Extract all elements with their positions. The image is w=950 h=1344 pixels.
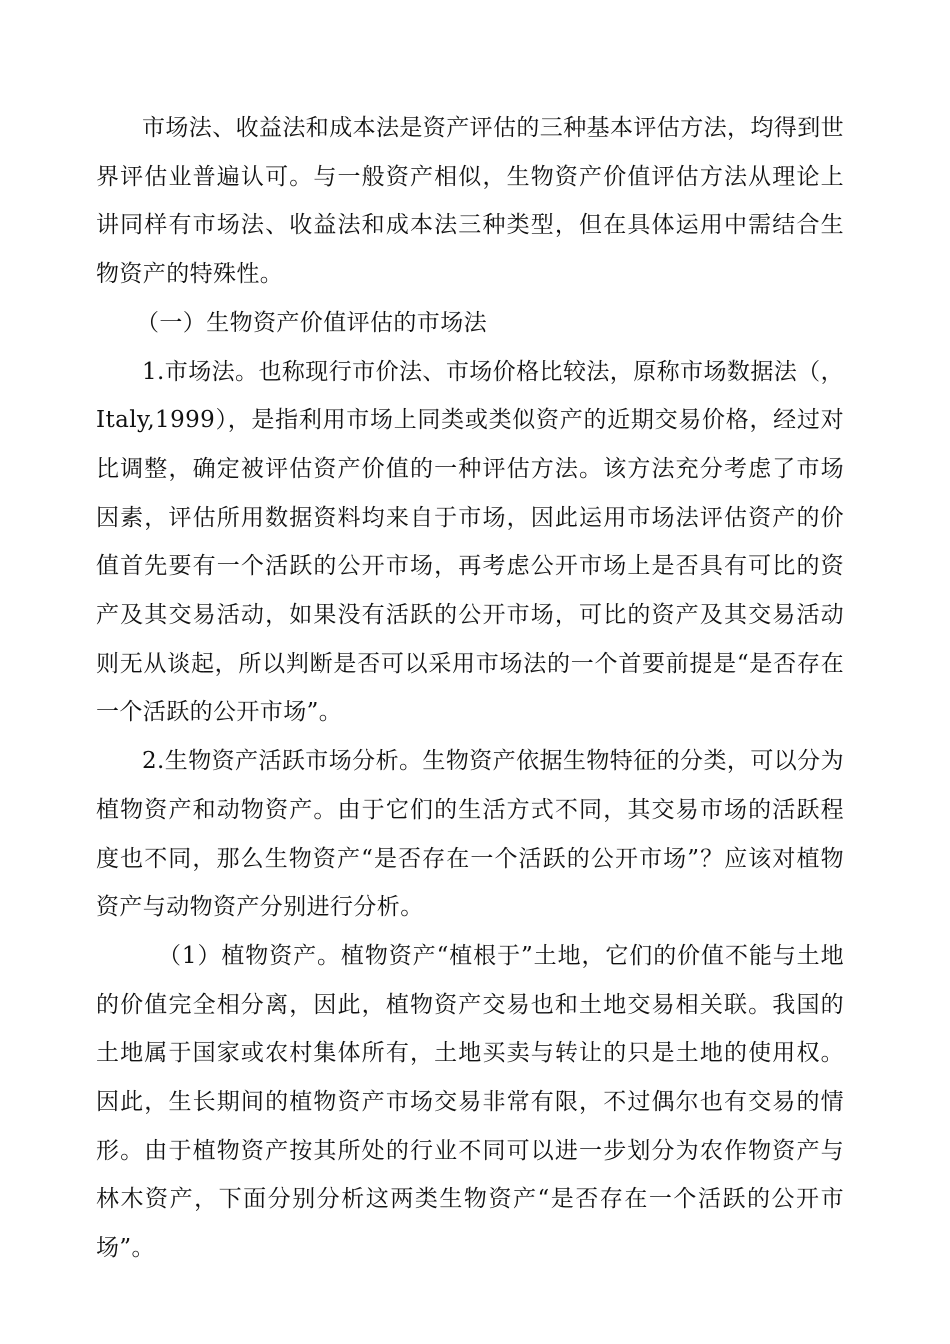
document-body — [96, 104, 844, 1273]
paragraph-intro: 市场法、收益法和成本法是资产评估的三种基本评估方法，均得到世界评估业普遍认可。与一般资产相似，生物资产价值评估方法从理论上讲同样有市场法、收益法和成本法三种类型，但在具体运用中需结合生物资产的特殊性。 — [96, 115, 844, 288]
paragraph-plant-assets: （1）植物资产。植物资产“植根于”土地，它们的价值不能与土地的价值完全相分离，因此，植物资产交易也和土地交易相关联。我国的土地属于国家或农村集体所有，土地买卖与转让的只是土地的使用权。因此，生长期间的植物资产市场交易非常有限，不过偶尔也有交易的情形。由于植物资产按其所处的行业不同可以进一步划分为农作物资产与林木资产，下面分别分析这两类生物资产“是否存在一个活跃的公开市场”。 — [96, 942, 844, 1262]
paragraph-market-method: 1.市场法。也称现行市价法、市场价格比较法，原称市场数据法（，Italy,1999），是指利用市场上同类或类似资产的近期交易价格，经过对比调整，确定被评估资产价值的一种评估方法。该方法充分考虑了市场因素，评估所用数据资料均来自于市场，因此运用市场法评估资产的价值首先要有一个活跃的公开市场，再考虑公开市场上是否具有可比的资产及其交易活动，如果没有活跃的公开市场，可比的资产及其交易活动则无从谈起，所以判断是否可以采用市场法的一个首要前提是“是否存在一个活跃的公开市场”。 — [96, 358, 844, 726]
paragraph-active-market: 2.生物资产活跃市场分析。生物资产依据生物特征的分类，可以分为植物资产和动物资产。由于它们的生活方式不同，其交易市场的活跃程度也不同，那么生物资产“是否存在一个活跃的公开市场”？应该对植物资产与动物资产分别进行分析。 — [96, 748, 844, 921]
section-heading-market-method: （一）生物资产价值评估的市场法 — [136, 309, 487, 336]
